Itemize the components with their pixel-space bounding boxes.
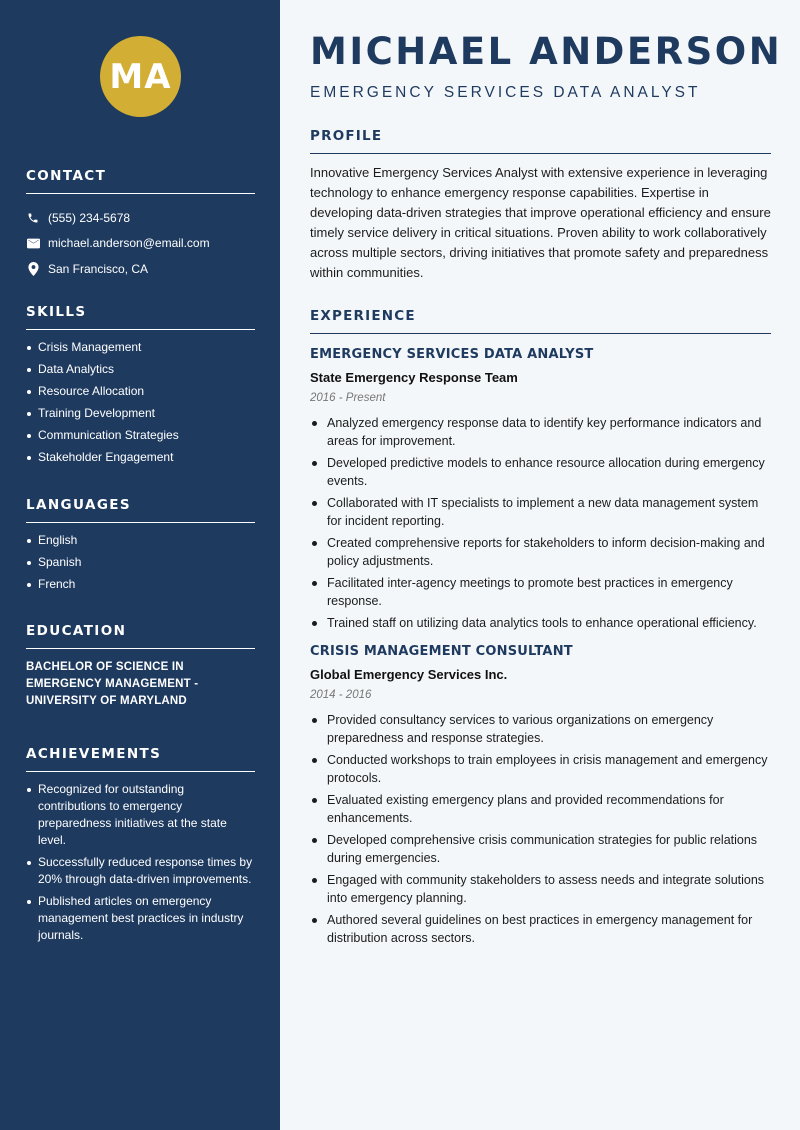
mail-icon (26, 236, 40, 250)
avatar: MA (100, 36, 181, 117)
main-content (280, 0, 800, 1130)
skill-item: Resource Allocation (26, 383, 255, 400)
job-title: CRISIS MANAGEMENT CONSULTANT (310, 644, 573, 659)
job-bullet: Facilitated inter-agency meetings to promote best practices in emergency response. (310, 574, 771, 610)
achievement-item: Published articles on emergency management best practices in industry journals. (26, 893, 255, 944)
contact-section (26, 168, 255, 282)
education-degree: BACHELOR OF SCIENCE IN EMERGENCY MANAGEMENT - UNIVERSITY OF MARYLAND (26, 661, 199, 707)
job-bullets (310, 414, 771, 632)
location-text: San Francisco, CA (48, 261, 149, 276)
job-entry (310, 347, 771, 632)
skill-item: Data Analytics (26, 361, 255, 378)
contact-phone (26, 205, 255, 231)
job-bullet: Created comprehensive reports for stakeholders to inform decision-making and policy adjustments. (310, 534, 771, 570)
contact-location (26, 256, 255, 282)
email-text: michael.anderson@email.com (48, 236, 210, 251)
profile-heading: PROFILE (310, 128, 771, 154)
achievements-section (26, 746, 255, 949)
achievements-heading: ACHIEVEMENTS (26, 746, 255, 772)
company-name: State Emergency Response Team (310, 370, 518, 385)
sidebar (0, 0, 280, 1130)
skill-item: Crisis Management (26, 339, 255, 356)
skill-item: Training Development (26, 405, 255, 422)
phone-text: (555) 234-5678 (48, 210, 131, 225)
job-bullet: Developed predictive models to enhance resource allocation during emergency events. (310, 454, 771, 490)
skill-item: Communication Strategies (26, 427, 255, 444)
job-bullet: Provided consultancy services to various organizations on emergency preparedness and response strategies. (310, 711, 771, 747)
contact-email (26, 231, 255, 257)
contact-heading: CONTACT (26, 168, 255, 194)
location-pin-icon (26, 262, 40, 276)
job-bullet: Developed comprehensive crisis communication strategies for public relations during emergencies. (310, 831, 771, 867)
languages-list (26, 532, 255, 593)
skills-heading: SKILLS (26, 304, 255, 330)
job-bullet: Analyzed emergency response data to identify key performance indicators and areas for improvement. (310, 414, 771, 450)
experience-section (310, 308, 771, 951)
languages-heading: LANGUAGES (26, 497, 255, 523)
job-bullet: Conducted workshops to train employees in crisis management and emergency protocols. (310, 751, 771, 787)
job-title: EMERGENCY SERVICES DATA ANALYST (310, 347, 594, 362)
profile-text: Innovative Emergency Services Analyst with extensive experience in leveraging technology to enhance emergency response capabilities. Expertise in developing data-driven strategies that improve operational efficiency and ensure timely service delivery in critical situations. Proven ability to work collaboratively across multiple sectors, driving initiatives that promote safety and preparedness within communities. (310, 165, 771, 280)
education-heading: EDUCATION (26, 623, 255, 649)
skills-list (26, 339, 255, 466)
job-bullet: Authored several guidelines on best practices in emergency management for distribution across sectors. (310, 911, 771, 947)
language-item: Spanish (26, 554, 255, 571)
achievements-list (26, 781, 255, 944)
job-dates: 2014 - 2016 (310, 689, 372, 701)
job-title-header: EMERGENCY SERVICES DATA ANALYST (310, 84, 701, 101)
languages-section (26, 497, 255, 598)
skill-item: Stakeholder Engagement (26, 449, 255, 466)
experience-heading: EXPERIENCE (310, 308, 771, 334)
achievement-item: Recognized for outstanding contributions to emergency preparedness initiatives at the state level. (26, 781, 255, 849)
job-bullet: Trained staff on utilizing data analytics tools to enhance operational efficiency. (310, 614, 771, 632)
job-dates: 2016 - Present (310, 392, 386, 404)
candidate-name: MICHAEL ANDERSON (310, 30, 783, 73)
language-item: English (26, 532, 255, 549)
contact-list (26, 205, 255, 282)
profile-section (310, 128, 771, 283)
job-entry (310, 644, 771, 947)
skills-section (26, 304, 255, 471)
job-bullets (310, 711, 771, 947)
job-bullet: Engaged with community stakeholders to assess needs and integrate solutions into emergency planning. (310, 871, 771, 907)
education-section (26, 623, 255, 710)
job-bullet: Evaluated existing emergency plans and provided recommendations for enhancements. (310, 791, 771, 827)
achievement-item: Successfully reduced response times by 20% through data-driven improvements. (26, 854, 255, 888)
language-item: French (26, 576, 255, 593)
phone-icon (26, 211, 40, 225)
company-name: Global Emergency Services Inc. (310, 667, 508, 682)
job-bullet: Collaborated with IT specialists to implement a new data management system for incident reporting. (310, 494, 771, 530)
